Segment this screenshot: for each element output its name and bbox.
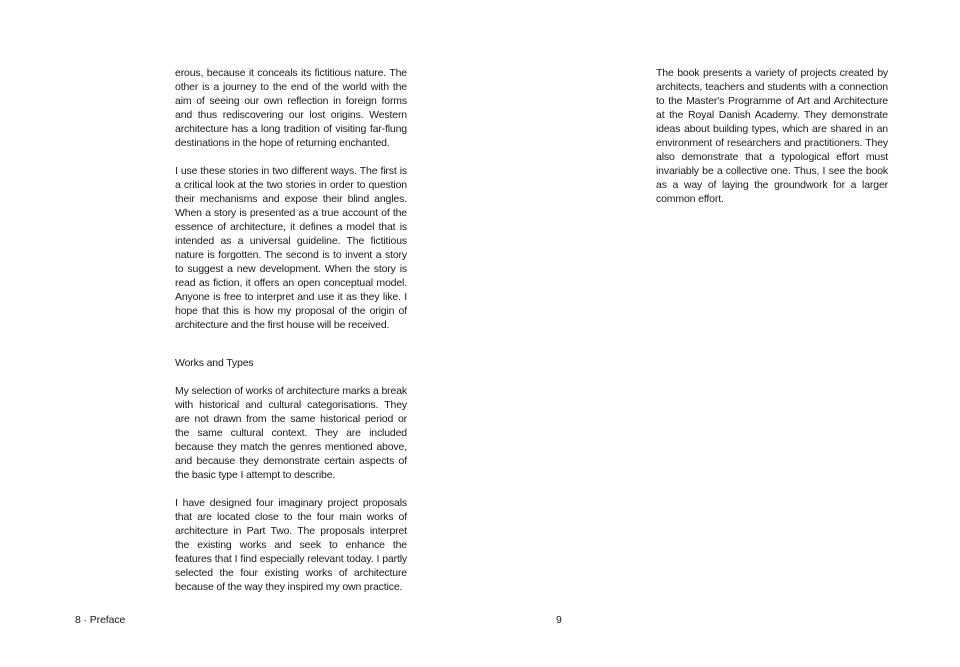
paragraph: I use these stories in two different ways. The first is a critical look at the two stories in order to question their mechanisms and expose their blind angles. When a story is presented as a true account of the essence of architecture, it defines a model that is intended as a universal guideline. The fictitious nature is forgotten. The second is to invent a story to suggest a new development. When the story is read as fiction, it offers an open conceptual model. Anyone is free to interpret and use it as they like. I hope that this is how my proposal of the origin of architecture and the first house will be received. [175,165,407,331]
page-footer-left: 8 · Preface [75,614,126,626]
paragraph: I have designed four imaginary project proposals that are located close to the four main works of architecture in Part Two. The proposals interpret the existing works and seek to enhance the features that I find especially relevant today. I partly selected the four existing works of architecture because of the way they inspired my own practice. [175,497,407,593]
right-text-column [656,66,888,206]
right-page [480,0,960,667]
section-heading: Works and Types [175,357,254,369]
paragraph-continuation: erous, because it conceals its fictitious nature. The other is a journey to the end of the world with the aim of seeing our own reflection in foreign forms and thus rediscovering our lost origins. Western architecture has a long tradition of visiting far-flung destinations in the hope of returning enchanted. [175,67,407,149]
paragraph: The book presents a variety of projects created by architects, teachers and students with a connection to the Master's Programme of Art and Architecture at the Royal Danish Academy. They demonstrate ideas about building types, which are shared in an environment of researchers and practitioners. They also demonstrate that a typological effort must invariably be a collective one. Thus, I see the book as a way of laying the groundwork for a larger common effort. [656,67,888,205]
left-text-column [175,66,407,594]
page-number-right: 9 [556,614,562,626]
paragraph: My selection of works of architecture marks a break with historical and cultural categorisations. They are not drawn from the same historical period or the same cultural context. They are included because they match the genres mentioned above, and because they demonstrate certain aspects of the basic type I attempt to describe. [175,385,407,481]
